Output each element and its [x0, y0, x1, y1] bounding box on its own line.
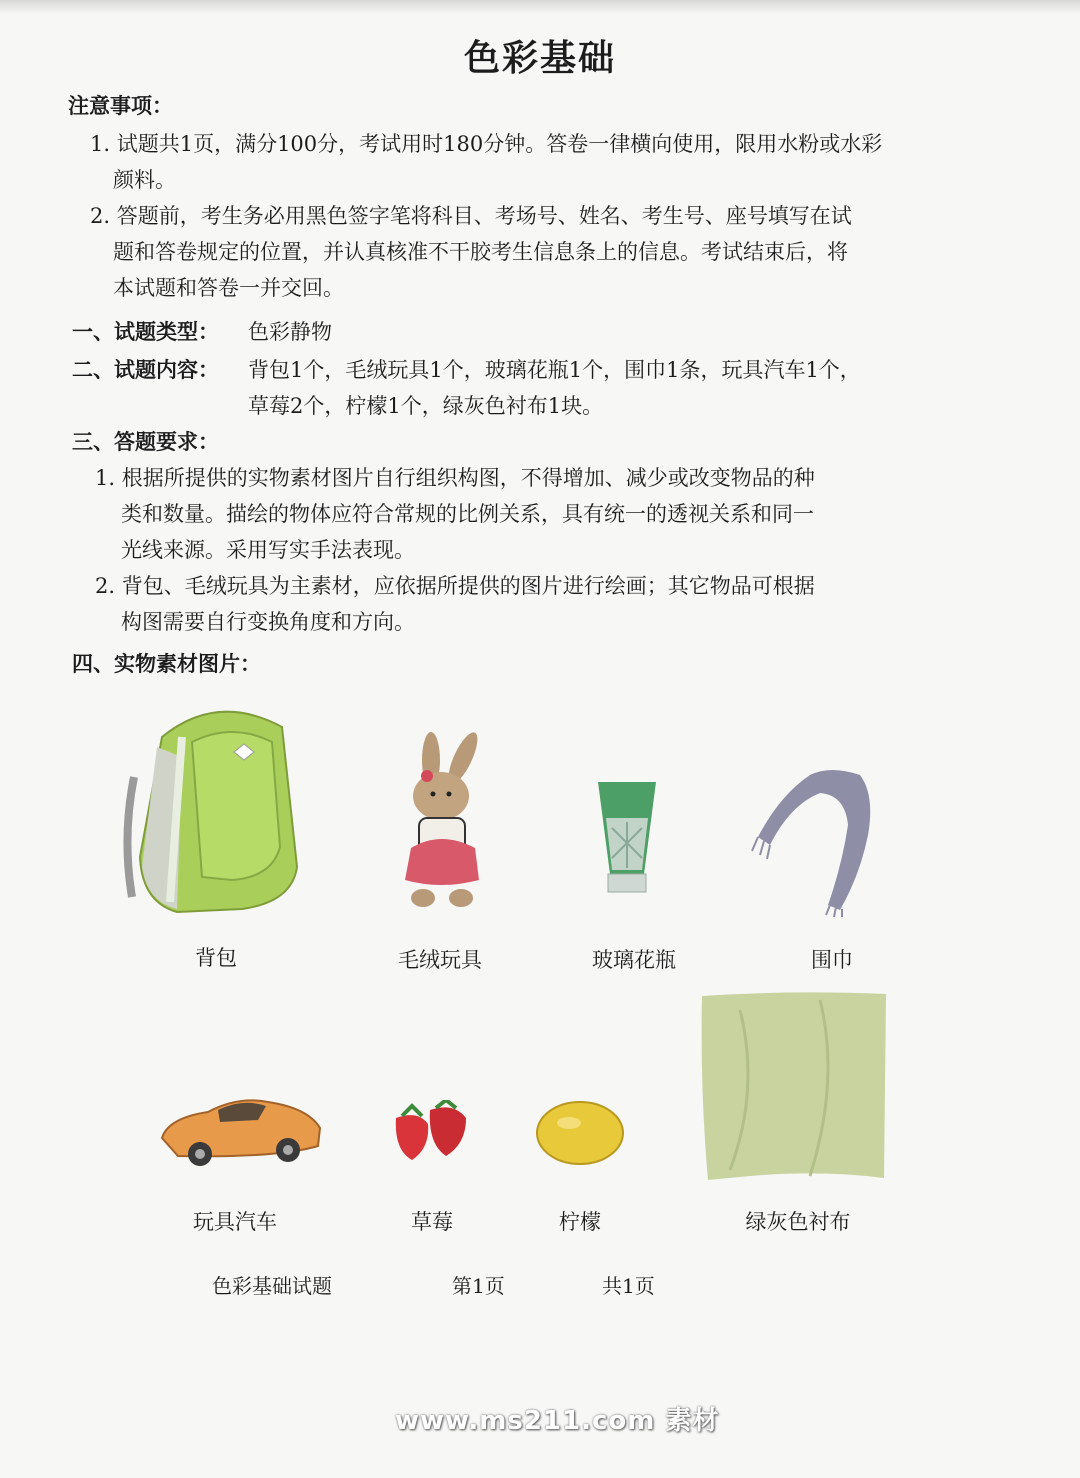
- section-4-label: 四、实物素材图片：: [72, 652, 261, 676]
- section-3-item-1-line-1: 1. 根据所提供的实物素材图片自行组织构图，不得增加、减少或改变物品的种: [95, 466, 815, 490]
- notice-item-1-line-1: 1. 试题共1页，满分100分，考试用时180分钟。答卷一律横向使用，限用水粉或水彩: [90, 132, 883, 156]
- caption-glass-vase: 玻璃花瓶: [592, 948, 676, 972]
- toy-car-image: [158, 1088, 324, 1172]
- caption-strawberry: 草莓: [411, 1210, 453, 1234]
- section-3-item-2-line-1: 2. 背包、毛绒玩具为主素材，应依据所提供的图片进行绘画；其它物品可根据: [95, 574, 815, 598]
- caption-scarf: 围巾: [811, 948, 853, 972]
- plush-toy-image: [383, 730, 503, 910]
- notice-item-2-line-2: 题和答卷规定的位置，并认真核准不干胶考生信息条上的信息。考试结束后，将: [113, 240, 848, 264]
- watermark: www.ms211.com 素材: [395, 1406, 720, 1436]
- footer-page-number: 第1页: [452, 1274, 505, 1298]
- section-2-line-2: 草莓2个，柠檬1个，绿灰色衬布1块。: [248, 394, 604, 418]
- section-3-item-1-line-2: 类和数量。描绘的物体应符合常规的比例关系，具有统一的透视关系和同一: [121, 502, 814, 526]
- section-3-item-1-line-3: 光线来源。采用写实手法表现。: [121, 538, 415, 562]
- section-3-item-2-line-2: 构图需要自行变换角度和方向。: [121, 610, 415, 634]
- notice-item-2-line-1: 2. 答题前，考生务必用黑色签字笔将科目、考场号、姓名、考生号、座号填写在试: [90, 204, 852, 228]
- glass-vase-image: [592, 778, 662, 896]
- notice-heading: 注意事项：: [68, 94, 173, 118]
- section-1-label: 一、试题类型：: [72, 320, 219, 344]
- caption-plush-toy: 毛绒玩具: [398, 948, 482, 972]
- notice-item-2-line-3: 本试题和答卷一并交回。: [113, 276, 344, 300]
- caption-lemon: 柠檬: [559, 1210, 601, 1234]
- page-title: 色彩基础: [463, 38, 616, 79]
- section-2-line-1: 背包1个，毛绒玩具1个，玻璃花瓶1个，围巾1条，玩具汽车1个，: [248, 358, 861, 382]
- lemon-image: [533, 1098, 627, 1168]
- section-3-label: 三、答题要求：: [72, 430, 219, 454]
- notice-item-1-line-2: 颜料。: [113, 168, 176, 192]
- strawberry-image: [388, 1100, 472, 1164]
- caption-green-gray-cloth: 绿灰色衬布: [745, 1210, 851, 1234]
- scarf-image: [750, 765, 890, 917]
- backpack-image: [122, 697, 312, 919]
- footer-subject: 色彩基础试题: [212, 1274, 332, 1298]
- top-edge-shadow: [0, 0, 1080, 14]
- caption-backpack: 背包: [195, 946, 237, 970]
- section-1-value: 色彩静物: [248, 320, 332, 344]
- footer-total-pages: 共1页: [602, 1274, 655, 1298]
- section-2-label: 二、试题内容：: [72, 358, 219, 382]
- green-gray-cloth-image: [700, 990, 888, 1182]
- caption-toy-car: 玩具汽车: [193, 1210, 277, 1234]
